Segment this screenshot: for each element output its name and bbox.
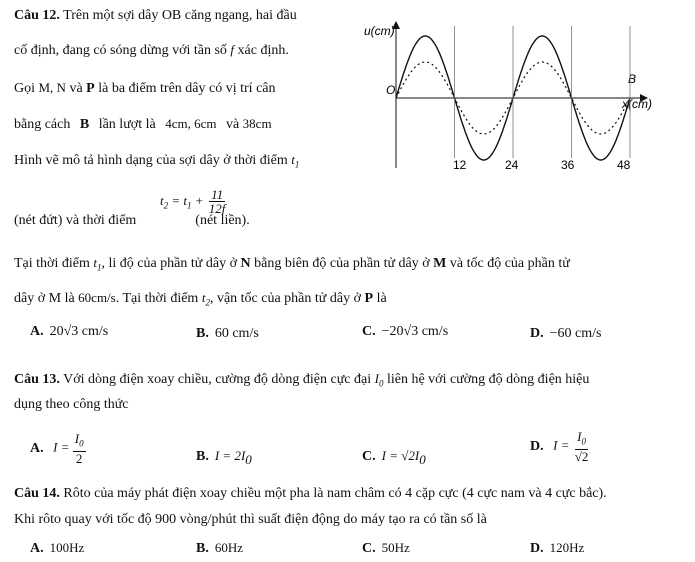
- q13-option-b[interactable]: B. $I = 2I_0$: [196, 448, 252, 467]
- q12-text-3a: Gọi: [14, 81, 35, 96]
- points-mn: M, N: [38, 80, 66, 95]
- q12-line1: [14, 8, 297, 24]
- q12-line6: [14, 213, 250, 229]
- q12-line3: [14, 80, 276, 97]
- q12-line8: dây ở M là 60cm/s. Tại thời điểm $t_2$, vận tốc của phần tử dây ở P là: [14, 290, 387, 308]
- q12-option-a[interactable]: A. 20√3 cm/s: [30, 324, 109, 339]
- distances: 4cm, 6cm: [165, 116, 217, 131]
- q12-text-7b: , li độ của phần tử dây ở: [101, 256, 237, 271]
- q12-text-7d: và tốc độ của phần tử: [449, 256, 570, 271]
- q12-text-7a: Tại thời điểm: [14, 256, 90, 271]
- speed-value: 60cm/s: [78, 290, 116, 305]
- q13-line1: Câu 13. Với dòng điện xoay chiều, cường độ dòng điện cực đại $I_0$ liên hệ với cường độ dòng điện hiệu: [14, 371, 590, 389]
- point-m: M: [433, 256, 447, 271]
- q12-text-4c: và: [225, 117, 240, 132]
- q12-text-8c: , vận tốc của phần tử dây ở: [209, 291, 361, 306]
- q14-option-c[interactable]: C. 50Hz: [362, 540, 410, 556]
- q12-option-d[interactable]: D. −60 cm/s: [530, 326, 602, 341]
- q12-text-1: Trên một sợi dây OB căng ngang, hai đầu: [63, 8, 297, 23]
- q12-text-4a: bằng cách: [14, 117, 71, 132]
- q12-option-b[interactable]: B. 60 cm/s: [196, 326, 259, 341]
- q13-line2: dụng theo công thức: [14, 397, 129, 412]
- tick-label-36: 36: [561, 158, 575, 172]
- q12-line7: Tại thời điểm $t_1$, li độ của phần tử dây ở N bằng biên độ của phần tử dây ở M và tốc độ của phần tử: [14, 255, 570, 273]
- q12-text-3b: và: [69, 81, 83, 96]
- q12-label: Câu 12.: [14, 8, 60, 23]
- q13-label: Câu 13.: [14, 372, 60, 387]
- q12-text-2a: cố định, đang có sóng dừng với tần số: [14, 43, 227, 58]
- q12-text-4b: lần lượt là: [98, 117, 156, 132]
- t2-equation: $t_2 = t_1$ + $\frac{11}{12f}$: [160, 187, 226, 216]
- q12-text-2b: xác định.: [237, 43, 289, 58]
- x-axis-label: x(cm): [622, 97, 652, 111]
- q12-line2: [14, 42, 289, 59]
- q14-option-a[interactable]: A. 100Hz: [30, 540, 85, 556]
- q14-label: Câu 14.: [14, 486, 60, 501]
- q12-text-6b: (nét liền).: [195, 213, 250, 228]
- q13-option-c[interactable]: C. $I = √2I_0$: [362, 448, 426, 467]
- fraction: $\frac{11}{12f}$: [208, 187, 226, 216]
- q14-line1: Câu 14. Rôto của máy phát điện xoay chiều một pha là nam châm có 4 cặp cực (4 cực nam và 4 cực bắc).: [14, 486, 607, 501]
- tick-label-12: 12: [453, 158, 467, 172]
- q12-text-8b: . Tại thời điểm: [115, 291, 199, 306]
- point-b: B: [79, 117, 90, 132]
- q12-text-5: Hình vẽ mô tả hình dạng của sợi dây ở thời điểm: [14, 153, 288, 168]
- standing-wave-graph: [360, 18, 690, 178]
- distance-3: 38cm: [242, 116, 272, 131]
- q12-text-8d: là: [376, 291, 387, 306]
- tick-label-48: 48: [617, 158, 631, 172]
- tick-label-24: 24: [505, 158, 519, 172]
- q12-text-6a: (nét đứt) và thời điểm: [14, 213, 137, 228]
- q12-text-3c: là ba điểm trên dây có vị trí cân: [98, 81, 276, 96]
- q12-text-8a: dây ở M là: [14, 291, 75, 306]
- q12-line5: [14, 152, 299, 170]
- freq-symbol: f: [230, 42, 235, 57]
- point-p: P: [86, 81, 95, 96]
- origin-label: O: [386, 83, 396, 97]
- q13-option-d[interactable]: D. I = $\frac{I_0}{√2}$: [530, 429, 589, 464]
- t1-symbol: $t_1$: [291, 152, 300, 170]
- q14-option-d[interactable]: D. 120Hz: [530, 540, 585, 556]
- end-label: B: [628, 72, 637, 86]
- q14-line2: Khi rôto quay với tốc độ 900 vòng/phút thì suất điện động do máy tạo ra có tần số là: [14, 512, 487, 527]
- y-axis-label: u(cm): [364, 24, 395, 38]
- q12-line4: [14, 116, 272, 133]
- q13-option-a[interactable]: A. I = $\frac{I_0}{2}$: [30, 431, 84, 466]
- q12-text-7c: bằng biên độ của phần tử dây ở: [254, 256, 430, 271]
- q14-option-b[interactable]: B. 60Hz: [196, 540, 244, 556]
- point-n: N: [240, 256, 251, 271]
- q12-option-c[interactable]: C. −20√3 cm/s: [362, 324, 449, 339]
